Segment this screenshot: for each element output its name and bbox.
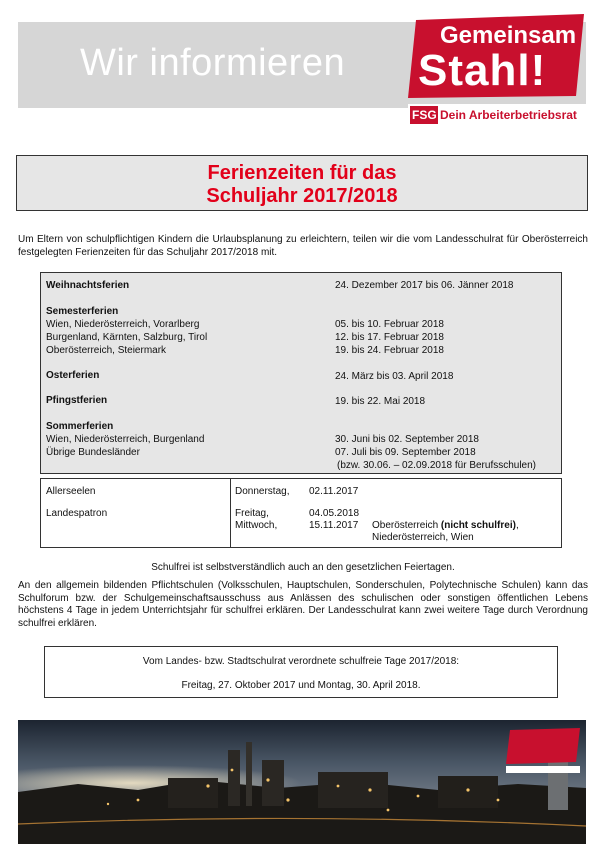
weihnachten-dates: 24. Dezember 2017 bis 06. Jänner 2018 <box>335 280 514 291</box>
decree-days: Freitag, 27. Oktober 2017 und Montag, 30. April 2018. <box>181 680 421 691</box>
sommer-label: Sommerferien <box>46 421 114 432</box>
sommer-dates: 07. Juli bis 09. September 2018 <box>335 447 476 458</box>
semester-dates: 19. bis 24. Februar 2018 <box>335 345 444 356</box>
landespatron-date1: 04.05.2018 <box>309 508 360 519</box>
pfingsten-dates: 19. bis 22. Mai 2018 <box>335 396 426 407</box>
title-line2: Schuljahr 2017/2018 <box>206 185 398 207</box>
special-days-table <box>40 478 562 548</box>
semester-label: Semesterferien <box>46 306 119 317</box>
decree-heading: Vom Landes- bzw. Stadtschulrat verordnete schulfreie Tage 2017/2018: <box>142 656 460 667</box>
intro-text: Um Eltern von schulpflichtigen Kindern die Urlaubsplanung zu erleichtern, teilen wir die vom Landesschulrat für Oberösterreich festgelegten Ferienzeiten für das Schuljahr 2017/2018 mit. <box>18 234 588 258</box>
weihnachten-label: Weihnachtsferien <box>46 280 130 291</box>
semester-region: Wien, Niederösterreich, Vorarlberg <box>46 319 200 330</box>
allerseelen-day: Donnerstag, <box>235 486 290 497</box>
landespatron-region2: Niederösterreich, Wien <box>372 532 474 543</box>
sommer-note: (bzw. 30.06. – 02.09.2018 für Berufsschulen) <box>337 460 537 471</box>
allerseelen-label: Allerseelen <box>46 486 96 497</box>
landespatron-day2: Mittwoch, <box>235 520 278 531</box>
title-box <box>16 155 588 211</box>
sommer-dates: 30. Juni bis 02. September 2018 <box>335 434 479 445</box>
logo-fsg: FSG <box>412 108 437 122</box>
sommer-region: Übrige Bundesländer <box>46 447 140 458</box>
title-line1: Ferienzeiten für das <box>207 162 397 184</box>
logo-tagline: Dein Arbeiterbetriebsrat <box>440 108 577 122</box>
logo-line1: Gemeinsam <box>440 22 577 49</box>
header-title: Wir informieren <box>80 42 346 84</box>
holiday-note: Schulfrei ist selbstverständlich auch an den gesetzlichen Feiertagen. <box>151 562 455 573</box>
region-not-free: (nicht schulfrei) <box>440 520 516 531</box>
decree-box <box>44 646 558 698</box>
region-text: Oberösterreich <box>372 520 441 531</box>
special-divider <box>230 478 231 548</box>
ostern-dates: 24. März bis 03. April 2018 <box>335 371 454 382</box>
logo-line2: Stahl! <box>418 46 547 95</box>
semester-region: Oberösterreich, Steiermark <box>46 345 167 356</box>
allerseelen-date: 02.11.2017 <box>309 486 359 497</box>
semester-region: Burgenland, Kärnten, Salzburg, Tirol <box>46 332 208 343</box>
landespatron-date2: 15.11.2017 <box>309 520 359 531</box>
landespatron-region <box>372 520 519 531</box>
landespatron-label: Landespatron <box>46 508 108 519</box>
semester-dates: 05. bis 10. Februar 2018 <box>335 319 444 330</box>
landespatron-day1: Freitag, <box>235 508 269 519</box>
sommer-region: Wien, Niederösterreich, Burgenland <box>46 434 205 445</box>
holiday-table <box>40 272 562 474</box>
school-forum-paragraph: An den allgemein bildenden Pflichtschulen (Volksschulen, Hauptschulen, Sonderschulen, Polytechnische Schulen) kann das Schulforum bzw. der Schulgemeinschaftsausschuss aus Anlässen des schulischen oder sonstigen öffentlichen Lebens höchstens 4 Tage in jedem Unterrichtsjahr für schulfrei erklären. Der Landesschulrat kann zwei weitere Tage durch Verordnung schulfrei erklären. <box>18 580 588 629</box>
pfingsten-label: Pfingstferien <box>46 395 108 406</box>
steel-plant-night-photo <box>18 720 586 844</box>
region-comma: , <box>515 520 519 531</box>
semester-dates: 12. bis 17. Februar 2018 <box>335 332 444 343</box>
ostern-label: Osterferien <box>46 370 100 381</box>
